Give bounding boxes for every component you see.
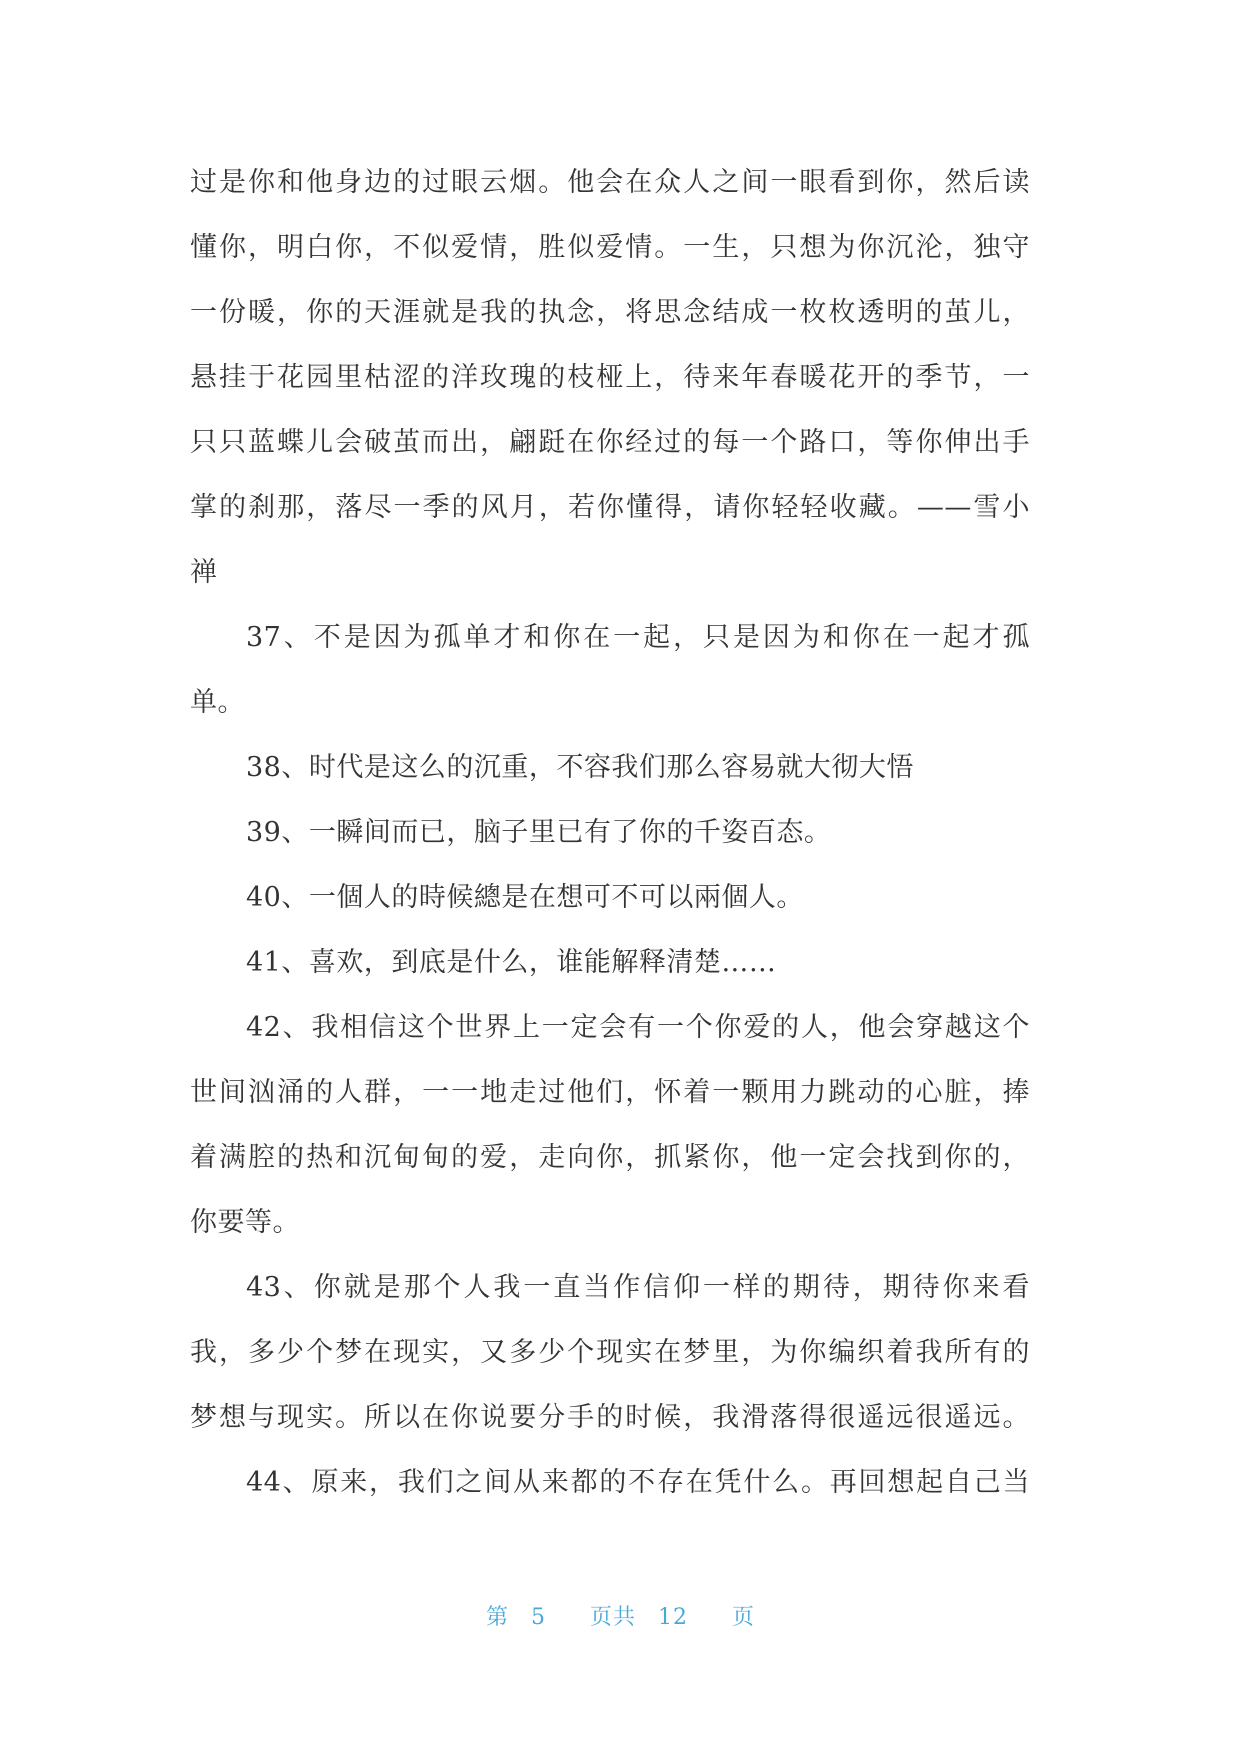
text-line: 掌的刹那，落尽一季的风月，若你懂得，请你轻轻收藏。——雪小 bbox=[190, 492, 1030, 523]
text-line: 单。 bbox=[190, 687, 245, 718]
text-line: 世间汹涌的人群，一一地走过他们，怀着一颗用力跳动的心脏，捧 bbox=[190, 1077, 1030, 1108]
footer-prefix: 第 bbox=[485, 1605, 509, 1630]
footer-page-number: 5 bbox=[530, 1605, 546, 1630]
paragraph-40: 40、一個人的時候總是在想可不可以兩個人。 bbox=[246, 882, 804, 913]
text-line: 只只蓝蝶儿会破茧而出，翩跹在你经过的每一个路口，等你伸出手 bbox=[190, 427, 1030, 458]
paragraph-37-line: 37、不是因为孤单才和你在一起，只是因为和你在一起才孤 bbox=[246, 622, 1030, 653]
text-line: 着满腔的热和沉甸甸的爱，走向你，抓紧你，他一定会找到你的， bbox=[190, 1142, 1030, 1173]
text-line: 悬挂于花园里枯涩的洋玫瑰的枝桠上，待来年春暖花开的季节，一 bbox=[190, 362, 1030, 393]
text-line: 你要等。 bbox=[190, 1207, 300, 1238]
footer-middle: 页共 bbox=[589, 1605, 636, 1630]
paragraph-44-line: 44、原来，我们之间从来都的不存在凭什么。再回想起自己当 bbox=[246, 1467, 1030, 1498]
footer-total-pages: 12 bbox=[658, 1605, 688, 1630]
text-line: 过是你和他身边的过眼云烟。他会在众人之间一眼看到你，然后读 bbox=[190, 167, 1030, 198]
page-footer bbox=[0, 1600, 1241, 1631]
text-line: 一份暖，你的天涯就是我的执念，将思念结成一枚枚透明的茧儿， bbox=[190, 297, 1030, 328]
text-line: 我，多少个梦在现实，又多少个现实在梦里，为你编织着我所有的 bbox=[190, 1337, 1030, 1368]
text-line: 禅 bbox=[190, 557, 218, 588]
text-line: 懂你，明白你，不似爱情，胜似爱情。一生，只想为你沉沦，独守 bbox=[190, 232, 1030, 263]
paragraph-38: 38、时代是这么的沉重，不容我们那么容易就大彻大悟 bbox=[246, 752, 914, 783]
footer-suffix: 页 bbox=[732, 1605, 756, 1630]
text-line: 梦想与现实。所以在你说要分手的时候，我滑落得很遥远很遥远。 bbox=[190, 1402, 1030, 1433]
paragraph-42-line: 42、我相信这个世界上一定会有一个你爱的人，他会穿越这个 bbox=[246, 1012, 1030, 1043]
paragraph-39: 39、一瞬间而已，脑子里已有了你的千姿百态。 bbox=[246, 817, 832, 848]
paragraph-41: 41、喜欢，到底是什么，谁能解释清楚…… bbox=[246, 947, 777, 978]
paragraph-43-line: 43、你就是那个人我一直当作信仰一样的期待，期待你来看 bbox=[246, 1272, 1030, 1303]
body-text bbox=[190, 150, 1030, 1515]
